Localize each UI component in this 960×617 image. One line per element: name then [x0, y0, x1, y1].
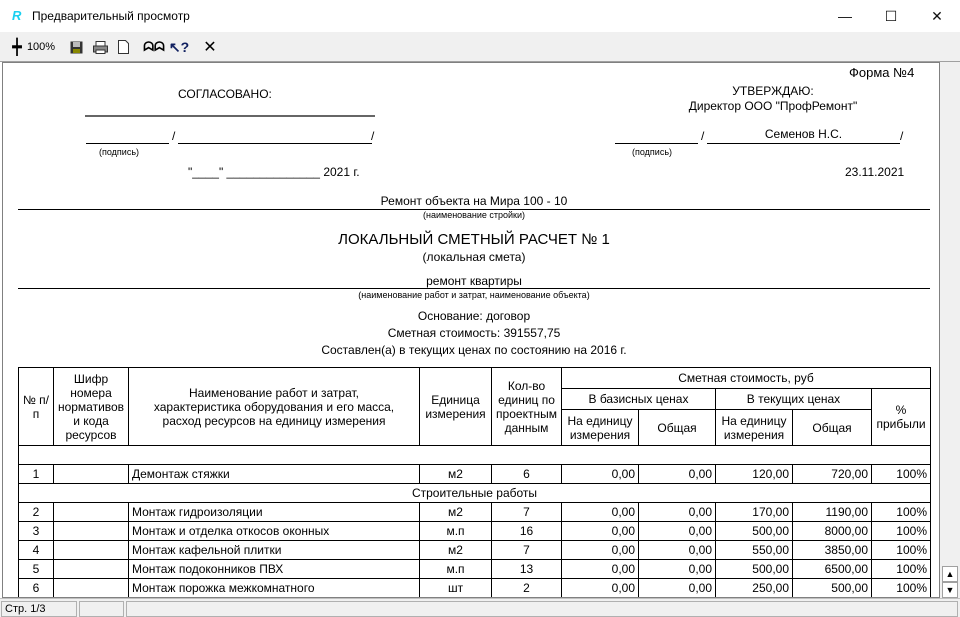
name-line-left	[178, 143, 372, 144]
cell-code	[54, 503, 129, 522]
cell-qty: 7	[492, 541, 562, 560]
agreed-line	[85, 115, 375, 117]
price-basis: Составлен(а) в текущих ценах по состоянию на 2016 г.	[321, 343, 627, 357]
cell-qty: 16	[492, 522, 562, 541]
minimize-button[interactable]: —	[838, 8, 852, 24]
window-title: Предварительный просмотр	[32, 9, 190, 23]
cell-p: 100%	[872, 503, 931, 522]
col-base-unit: На единицу измерения	[562, 410, 639, 446]
cell-name: Монтаж порожка межкомнатного	[129, 579, 420, 598]
cell-bu: 0,00	[562, 503, 639, 522]
cell-bu: 0,00	[562, 465, 639, 484]
cell-bu: 0,00	[562, 560, 639, 579]
cell-p: 100%	[872, 522, 931, 541]
cell-code	[54, 522, 129, 541]
status-panel	[79, 601, 124, 617]
cell-p: 100%	[872, 465, 931, 484]
cell-name: Монтаж и отделка откосов оконных	[129, 522, 420, 541]
cell-unit: м.п	[420, 560, 492, 579]
print-icon[interactable]	[91, 36, 109, 58]
col-name: Наименование работ и затрат, характеристика оборудования и его масса, расход ресурсов на единицу измерения	[129, 368, 420, 446]
page-indicator: Стр. 1/3	[1, 601, 77, 617]
table-row	[19, 465, 931, 484]
cell-no: 4	[19, 541, 54, 560]
status-panel-main	[126, 601, 958, 617]
cell-no: 6	[19, 579, 54, 598]
estimate-table	[18, 367, 931, 598]
cell-cu: 250,00	[716, 579, 793, 598]
basis: Основание: договор	[417, 309, 531, 323]
cell-code	[54, 465, 129, 484]
director-title: Директор ООО "ПрофРемонт"	[688, 99, 858, 113]
cell-bt: 0,00	[639, 579, 716, 598]
cell-cu: 500,00	[716, 560, 793, 579]
cell-bt: 0,00	[639, 522, 716, 541]
table-row	[19, 541, 931, 560]
cell-unit: шт	[420, 579, 492, 598]
col-cost: Сметная стоимость, руб	[562, 368, 931, 389]
cell-qty: 13	[492, 560, 562, 579]
col-profit: % прибыли	[872, 389, 931, 446]
form-number: Форма №4	[849, 65, 915, 80]
document-title: ЛОКАЛЬНЫЙ СМЕТНЫЙ РАСЧЕТ № 1	[338, 231, 610, 248]
signature-line-left	[86, 143, 169, 144]
cell-name: Демонтаж стяжки	[129, 465, 420, 484]
cell-bt: 0,00	[639, 560, 716, 579]
cell-no: 3	[19, 522, 54, 541]
col-current-unit: На единицу измерения	[716, 410, 793, 446]
cell-qty: 7	[492, 503, 562, 522]
signer-name: Семенов Н.С.	[764, 127, 843, 141]
cell-bt: 0,00	[639, 541, 716, 560]
section-row	[19, 484, 931, 503]
estimated-cost: Сметная стоимость: 391557,75	[387, 326, 561, 340]
cell-name: Монтаж подоконников ПВХ	[129, 560, 420, 579]
col-base: В базисных ценах	[562, 389, 716, 410]
cell-cu: 500,00	[716, 522, 793, 541]
zoom-level[interactable]: 100%	[26, 41, 56, 53]
cell-unit: м2	[420, 503, 492, 522]
agreed-heading: СОГЛАСОВАНО:	[178, 87, 272, 101]
section-title: Строительные работы	[19, 484, 931, 503]
page-setup-icon[interactable]	[114, 36, 132, 58]
document-subtitle: (локальная смета)	[422, 250, 526, 264]
maximize-button[interactable]: ☐	[884, 7, 898, 24]
cell-ct: 720,00	[793, 465, 872, 484]
cell-name: Монтаж гидроизоляции	[129, 503, 420, 522]
cell-unit: м.п	[420, 522, 492, 541]
col-base-total: Общая	[639, 410, 716, 446]
signature-caption-right: (подпись)	[632, 147, 673, 157]
cell-no: 2	[19, 503, 54, 522]
approve-heading: УТВЕРЖДАЮ:	[732, 84, 814, 98]
table-row	[19, 579, 931, 598]
cell-bu: 0,00	[562, 579, 639, 598]
cell-unit: м2	[420, 541, 492, 560]
cell-p: 100%	[872, 579, 931, 598]
cell-qty: 6	[492, 465, 562, 484]
scroll-up-button[interactable]: ▲	[942, 566, 958, 582]
cell-no: 5	[19, 560, 54, 579]
close-button[interactable]: ✕	[931, 7, 943, 24]
cell-ct: 1190,00	[793, 503, 872, 522]
zoom-icon[interactable]: ┿	[12, 39, 22, 56]
cell-code	[54, 579, 129, 598]
work-name: ремонт квартиры	[426, 274, 522, 288]
cell-p: 100%	[872, 541, 931, 560]
col-current-total: Общая	[793, 410, 872, 446]
object-name: Ремонт объекта на Мира 100 - 10	[380, 194, 568, 208]
table-row	[19, 522, 931, 541]
cell-p: 100%	[872, 560, 931, 579]
save-icon[interactable]	[67, 36, 85, 58]
col-code: Шифр номера нормативов и кода ресурсов	[54, 368, 129, 446]
cell-cu: 550,00	[716, 541, 793, 560]
name-line-right	[707, 143, 900, 144]
cell-ct: 500,00	[793, 579, 872, 598]
cell-bu: 0,00	[562, 541, 639, 560]
cell-cu: 170,00	[716, 503, 793, 522]
table-row	[19, 503, 931, 522]
col-current: В текущих ценах	[716, 389, 872, 410]
scroll-down-button[interactable]: ▼	[942, 582, 958, 598]
date-right: 23.11.2021	[845, 165, 905, 179]
cell-no: 1	[19, 465, 54, 484]
table-row	[19, 560, 931, 579]
app-icon: R	[12, 8, 22, 23]
title-bar	[0, 0, 960, 32]
signature-line-right	[615, 143, 698, 144]
col-no: № п/п	[19, 368, 54, 446]
cell-name: Монтаж кафельной плитки	[129, 541, 420, 560]
cell-bt: 0,00	[639, 465, 716, 484]
cell-code	[54, 541, 129, 560]
work-caption: (наименование работ и затрат, наименование объекта)	[358, 290, 590, 300]
col-qty: Кол-во единиц по проектным данным	[492, 368, 562, 446]
cell-ct: 6500,00	[793, 560, 872, 579]
spacer-row	[19, 446, 931, 465]
close-preview-icon[interactable]: ✕	[203, 39, 217, 56]
cell-cu: 120,00	[716, 465, 793, 484]
signature-caption-left: (подпись)	[99, 147, 140, 157]
cell-unit: м2	[420, 465, 492, 484]
object-caption: (наименование стройки)	[423, 210, 525, 220]
cell-ct: 8000,00	[793, 522, 872, 541]
cell-qty: 2	[492, 579, 562, 598]
work-line	[18, 288, 930, 289]
status-bar	[0, 598, 960, 617]
cell-code	[54, 560, 129, 579]
date-left: "____" ______________ 2021 г.	[188, 165, 360, 179]
vertical-scrollbar[interactable]	[940, 62, 960, 598]
find-icon[interactable]: ᗣᗣ	[143, 39, 165, 54]
col-unit: Единица измерения	[420, 368, 492, 446]
toolbar	[0, 32, 960, 62]
cell-bu: 0,00	[562, 522, 639, 541]
cell-bt: 0,00	[639, 503, 716, 522]
preview-page: Форма №4 СОГЛАСОВАНО: / / (подпись) "____" ______________ 2021 г. УТВЕРЖДАЮ: Директор ООО "ПрофРемонт" / Семенов Н.С. / (подпись) 23.11.2021 Ремонт объекта на Мира 100 - 10 (наименование стройки) ЛОКАЛЬНЫЙ СМЕТНЫЙ РАСЧЕТ № 1 (локальная смета) ремонт квартиры (наименование работ и затрат, наименование объекта) Основание: договор Сметная стоимость: 391557,75 Составлен(а) в текущих ценах по состоянию на 2016 г. № п/п Шифр номера нормативов и кода ресурсов Наименование работ и затрат, характеристика оборудования и его масса, расход ресурсов на единицу измерения Единица измерения Кол-во единиц по проектным данным Сметная стоимость, руб В базисных ценах В текущих ценах % прибыли На единицу измерения Общая На единицу измерения Общая 1 Демонтаж стяжки м2 6 0,00 0,00 120,00 720,00 100% Строительные работы 2 Монтаж гидроизоляции м2 7 0,00 0,00 170,00 1190,00 100% 3 Монтаж и отделка откосов оконных м.п 16 0,00 0,00 500,00 8000,00 100% 4 Монтаж кафельной плитки м2 7 0,00 0,00 550,00 3850,00 100% 5 Монтаж подоконников ПВХ м.п 13 0,00 0,00 500,00 6500,00 100% 6 Монтаж порожка межкомнатного шт 2 0,00 0,00 250,00 500,00 100%	[2, 62, 940, 598]
help-pointer-icon[interactable]: ↖?	[168, 38, 190, 55]
cell-ct: 3850,00	[793, 541, 872, 560]
